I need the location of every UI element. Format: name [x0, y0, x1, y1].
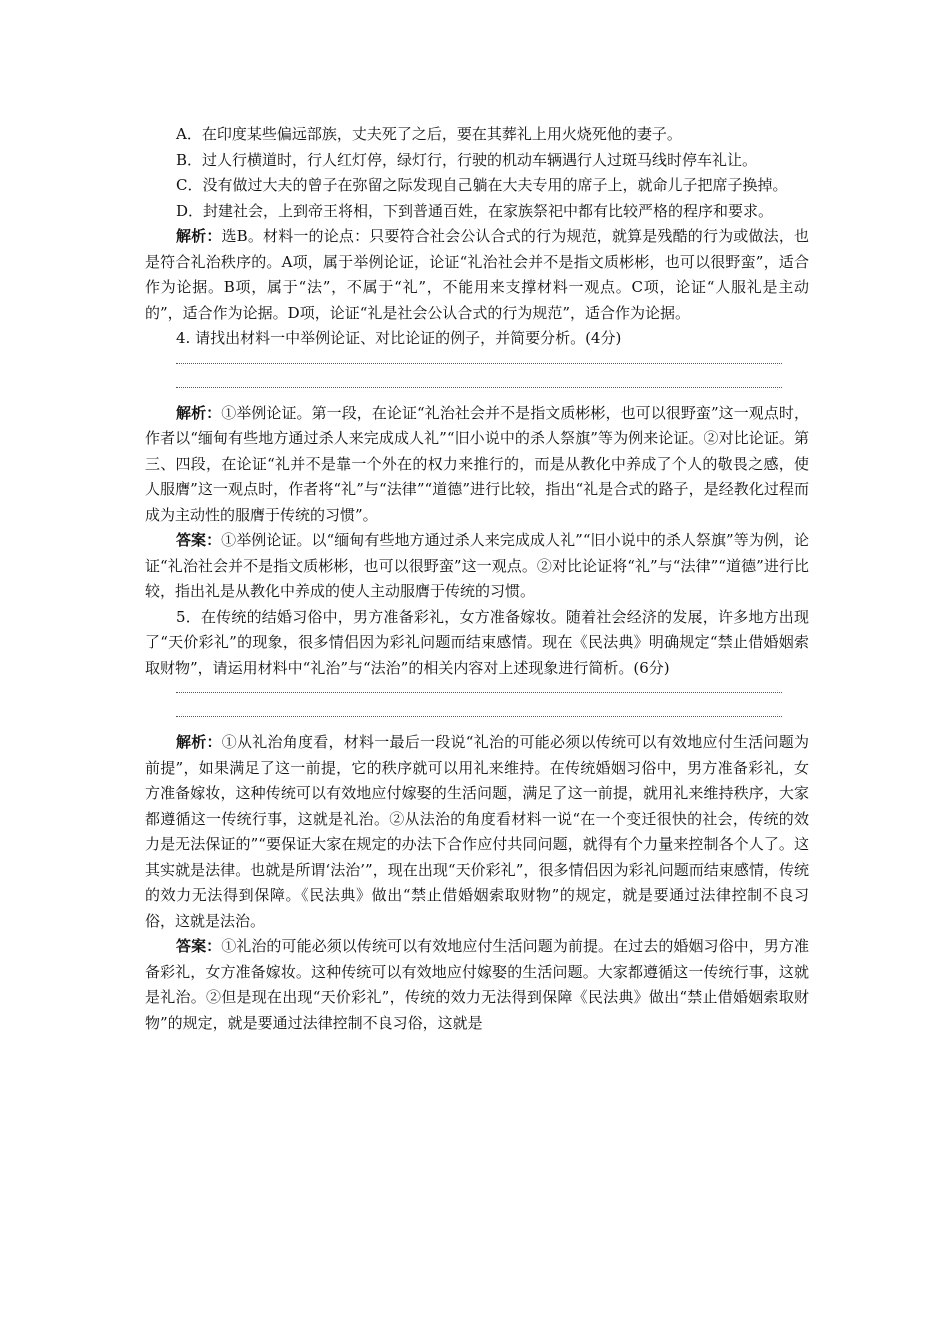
analysis-label: 解析： [176, 227, 222, 245]
q4-analysis [145, 401, 809, 529]
answer-label: 答案： [176, 937, 222, 955]
analysis-label: 解析： [176, 403, 222, 422]
q4-question: 4. 请找出材料一中举例论证、对比论证的例子，并简要分析。(4分) [176, 329, 622, 347]
option-a: A．在印度某些偏远部族，丈夫死了之后，要在其葬礼上用火烧死他的妻子。 [176, 125, 682, 143]
q5-analysis-text: ①从礼治角度看，材料一最后一段说“礼治的可能必须以传统可以有效地应付生活问题为前提”，如果满足了这一前提，它的秩序就可以用礼来维持。在传统婚姻习俗中，男方准备彩礼，女方准备嫁妆，这种传统可以有效地应付嫁娶的生活问题，满足了这一前提，就用礼来维持秩序，大家都遵循这一传统行事，这就是礼治。②从法治的角度看材料一说“在一个变迁很快的社会，传统的效力是无法保证的”“要保证大家在规定的办法下合作应付共同问题，就得有个力量来控制各个人了。这其实就是法律。也就是所谓‘法治’”，现在出现“天价彩礼”，很多情侣因为彩礼问题而结束感情，传统的效力无法得到保障。《民法典》做出“禁止借婚姻索取财物”的规定，就是要通过法律控制不良习俗，这就是法治。 [145, 733, 809, 930]
analysis-label: 解析： [176, 733, 222, 751]
option-c: C．没有做过大夫的曾子在弥留之际发现自己躺在大夫专用的席子上，就命儿子把席子换掉。 [176, 176, 788, 194]
q4-analysis-text: ①举例论证。第一段，在论证“礼治社会并不是指文质彬彬，也可以很野蛮”这一观点时，作者以“缅甸有些地方通过杀人来完成成人礼”“旧小说中的杀人祭旗”等为例来论证。②对比论证。第三、四段，在论证“礼并不是靠一个外在的权力来推行的，而是从教化中养成了个人的敬畏之感，使人服膺”这一观点时，作者将“礼”与“法律”“道德”进行比较，指出“礼是合式的路子，是经教化过程而成为主动性的服膺于传统的习惯”。 [145, 403, 809, 524]
q5-answer [145, 934, 809, 1036]
q5-analysis [145, 730, 809, 934]
q5-answer-text: ①礼治的可能必须以传统可以有效地应付生活问题为前提。在过去的婚姻习俗中，男方准备彩礼，女方准备嫁妆。这种传统可以有效地应付嫁娶的生活问题。大家都遵循这一传统行事，这就是礼治。②但是现在出现“天价彩礼”，传统的效力无法得到保障《民法典》做出“禁止借婚姻索取财物”的规定，就是要通过法律控制不良习俗，这就是 [145, 937, 809, 1032]
answer-label: 答案： [176, 531, 222, 549]
document-body [145, 122, 809, 1036]
q4-answer-text: ①举例论证。以“缅甸有些地方通过杀人来完成成人礼”“旧小说中的杀人祭旗”等为例，论证“礼治社会并不是指文质彬彬，也可以很野蛮”这一观点。②对比论证将“礼”与“法律”“道德”进行比较，指出礼是从教化中养成的使人主动服膺于传统的习惯。 [145, 531, 809, 600]
q4-answer [145, 528, 809, 605]
q5-question: 5．在传统的结婚习俗中，男方准备彩礼，女方准备嫁妆。随着社会经济的发展，许多地方出现了“天价彩礼”的现象，很多情侣因为彩礼问题而结束感情。现在《民法典》明确规定“禁止借婚姻索取财物”，请运用材料中“礼治”与“法治”的相关内容对上述现象进行简析。(6分) [145, 607, 809, 677]
option-d: D．封建社会，上到帝王将相，下到普通百姓，在家族祭祀中都有比较严格的程序和要求。 [176, 201, 774, 220]
option-b: B．过人行横道时，行人红灯停，绿灯行，行驶的机动车辆遇行人过斑马线时停车礼让。 [176, 150, 758, 169]
q3-analysis-text: 选B。材料一的论点：只要符合社会公认合式的行为规范，就算是残酷的行为或做法，也是符合礼治秩序的。A项，属于举例论证，论证“礼治社会并不是指文质彬彬，也可以很野蛮”，适合作为论据。B项，属于“法”，不属于“礼”，不能用来支撑材料一观点。C项，论证“人服礼是主动的”，适合作为论据。D项，论证“礼是社会公认合式的行为规范”，适合作为论据。 [145, 227, 809, 322]
q3-analysis [145, 224, 809, 326]
